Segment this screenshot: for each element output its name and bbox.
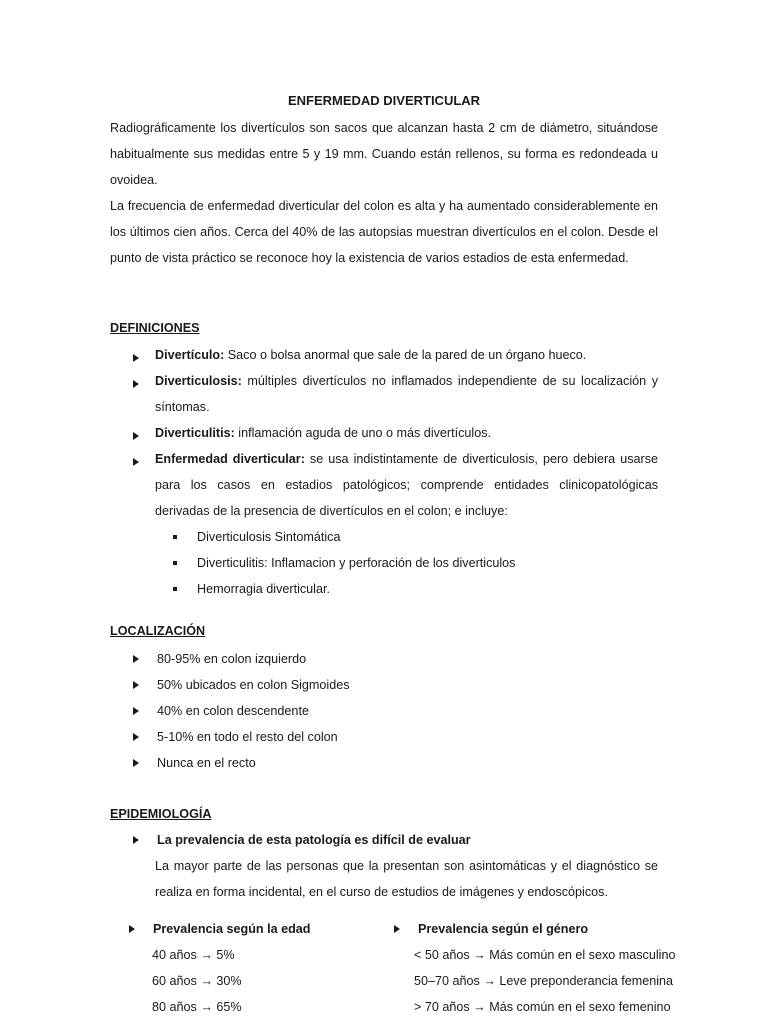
- triangle-bullet-icon: [133, 429, 139, 443]
- epidemiologia-lead-text: La mayor parte de las personas que la presentan son asintomáticas y el diagnóstico se realiza en forma incidental, en el curso de estudios de imágenes y endoscópicos.: [155, 859, 658, 899]
- square-bullet-icon: [173, 587, 177, 591]
- localizacion-item: Nunca en el recto: [133, 750, 256, 776]
- epidemiologia-lead: La prevalencia de esta patología es difícil de evaluar: [133, 827, 471, 853]
- prevalencia-genero-row: > 70 años → Más común en el sexo femenino: [414, 1000, 671, 1014]
- prevalencia-edad-row: 80 años → 65%: [152, 1000, 242, 1014]
- triangle-bullet-icon: [133, 733, 139, 741]
- triangle-bullet-icon: [133, 655, 139, 663]
- definition-text: múltiples divertículos no inflamados independiente de su localización y síntomas.: [155, 374, 658, 414]
- localizacion-heading: LOCALIZACIÓN: [110, 624, 206, 638]
- prevalencia-genero-heading: Prevalencia según el género: [394, 916, 588, 942]
- definition-text: se usa indistintamente de diverticulosis, pero debiera usarse para los casos en estadios patológicos; comprende entidades clinicopatológicas derivadas de la presencia de divertículos en el colon; e incluye:: [155, 452, 659, 518]
- localizacion-item: 50% ubicados en colon Sigmoides: [133, 672, 350, 698]
- triangle-bullet-icon: [133, 707, 139, 715]
- triangle-bullet-icon: [133, 351, 139, 365]
- triangle-bullet-icon: [129, 925, 135, 933]
- sub-list-item: Hemorragia diverticular.: [173, 576, 330, 602]
- localizacion-item: 40% en colon descendente: [133, 698, 309, 724]
- triangle-bullet-icon: [133, 455, 139, 469]
- triangle-bullet-icon: [394, 925, 400, 933]
- definiciones-heading: DEFINICIONES: [110, 321, 200, 335]
- prevalencia-edad-heading: Prevalencia según la edad: [129, 916, 311, 942]
- square-bullet-icon: [173, 535, 177, 539]
- square-bullet-icon: [173, 561, 177, 565]
- triangle-bullet-icon: [133, 759, 139, 767]
- definition-term: Enfermedad diverticular:: [155, 452, 305, 466]
- sub-list-item: Diverticulosis Sintomática: [173, 524, 340, 550]
- document-title: ENFERMEDAD DIVERTICULAR: [287, 93, 481, 108]
- definition-text: Saco o bolsa anormal que sale de la pared de un órgano hueco.: [224, 348, 587, 362]
- prevalencia-genero-row: 50–70 años → Leve preponderancia femenina: [414, 974, 674, 988]
- intro-paragraph-2: La frecuencia de enfermedad diverticular del colon es alta y ha aumentado considerablemente en los últimos cien años. Cerca del 40% de las autopsias muestran divertículos en el colon. Desde el punto de vista práctico se reconoce hoy la existencia de varios estadios de esta enfermedad.: [110, 199, 658, 265]
- triangle-bullet-icon: [133, 681, 139, 689]
- sub-list-item: Diverticulitis: Inflamacion y perforación de los diverticulos: [173, 550, 515, 576]
- intro-paragraph-1: Radiográficamente los divertículos son sacos que alcanzan hasta 2 cm de diámetro, situándose habitualmente sus medidas entre 5 y 19 mm. Cuando están rellenos, su forma es redondeada u ovoidea.: [110, 121, 658, 187]
- localizacion-item: 80-95% en colon izquierdo: [133, 646, 306, 672]
- prevalencia-edad-row: 60 años → 30%: [152, 974, 242, 988]
- definition-text: inflamación aguda de uno o más divertículos.: [234, 426, 492, 440]
- definition-term: Divertículo:: [155, 348, 225, 362]
- triangle-bullet-icon: [133, 377, 139, 391]
- definition-term: Diverticulosis:: [155, 374, 242, 388]
- triangle-bullet-icon: [133, 836, 139, 844]
- epidemiologia-heading: EPIDEMIOLOGÍA: [110, 807, 212, 821]
- localizacion-item: 5-10% en todo el resto del colon: [133, 724, 338, 750]
- definition-term: Diverticulitis:: [155, 426, 235, 440]
- prevalencia-edad-row: 40 años → 5%: [152, 948, 235, 962]
- prevalencia-genero-row: < 50 años → Más común en el sexo masculino: [414, 948, 676, 962]
